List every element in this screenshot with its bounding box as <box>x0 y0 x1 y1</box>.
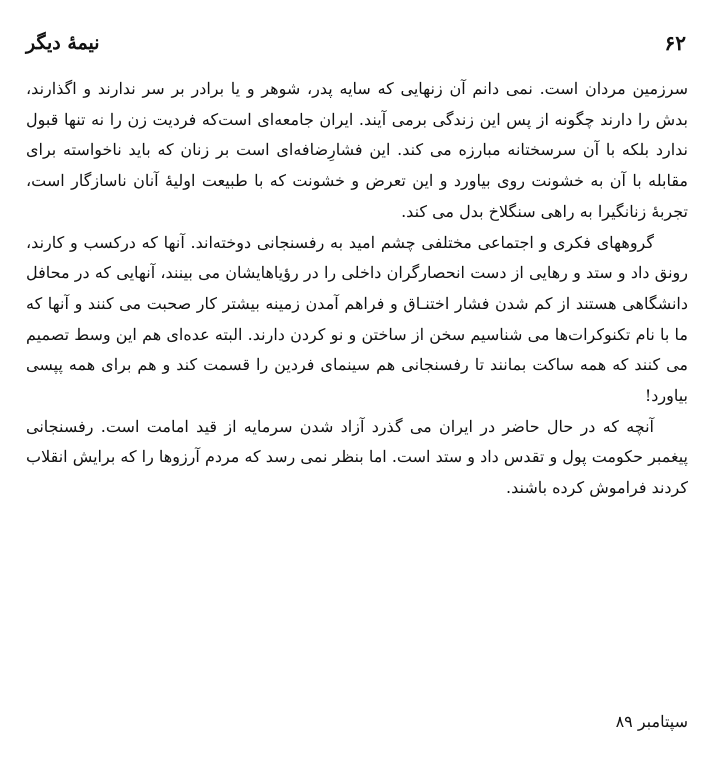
page-header <box>26 28 686 58</box>
running-title: نیمهٔ دیگر <box>26 32 100 54</box>
paragraph-1: سرزمین مردان است. نمی دانم آن زنهایی که سایه پدر، شوهر و یا برادر بر سر ندارند و اگذارند، بدش را دارند چگونه از پس این زندگی برمی آیند. ایران جامعه‌ای است‌که فردیت زن را نه تنها قبول ندارد بلکه با آن سرسختانه مبارزه می کند. این فشارِضافه‌ای است بر زنان که باید ناخواسته برای مقابله با آن به خشونت روی بیاورد و این تعرض و خشونت که با طبیعت اولیهٔ آنان ناسازگار است، تجربهٔ زنانگیرا به راهی سنگلاخ بدل می کند. <box>26 79 688 221</box>
body-text <box>26 74 688 504</box>
paragraph-3: آنچه که در حال حاضر در ایران می گذرد آزاد شدن سرمایه از قید امامت است. رفسنجانی پیغمبر حکومت پول و تقدس داد و ستد است. اما بنظر نمی رسد که مردم آرزوها را که برایش انقلاب کردند فراموش کرده باشند. <box>26 416 688 498</box>
date-signature: سپتامبر ۸۹ <box>615 712 688 731</box>
page-number: ۶۲ <box>664 31 686 55</box>
paragraph-2: گروههای فکری و اجتماعی مختلفی چشم امید به رفسنجانی دوخته‌اند. آنها که درکسب و کارند، رونق داد و ستد و رهایی از دست انحصارگران داخلی را در رؤیاهایشان می بینند، آنهایی که در محافل دانشگاهی هستند از کم شدن فشار اختنـاق و فراهم آمدن زمینه بیشتر کار صحبت می کنند و آنها که ما با نام تکنوکرات‌ها می شناسیم سخن از ساختن و نو کردن دارند. البته عده‌ای هم این وسط تصمیم می کنند که همه ساکت بمانند تا رفسنجانی هم سینمای فردین را قسمت کند و هم برای همه پپسی بیاورد! <box>26 232 688 406</box>
